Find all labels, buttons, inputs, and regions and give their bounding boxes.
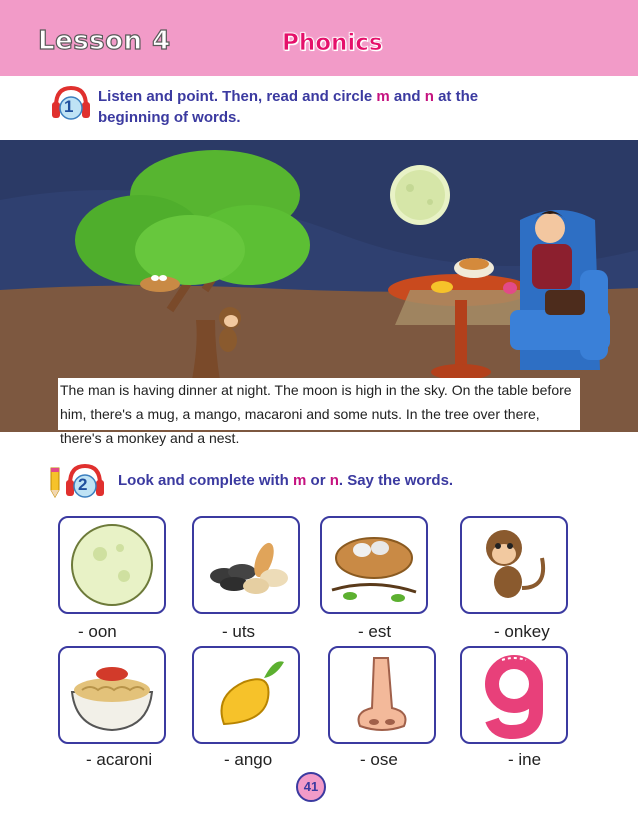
page-number: 41 (296, 772, 326, 802)
card-moon (58, 516, 166, 614)
word-nine: - ine (508, 750, 542, 769)
page-header (0, 0, 638, 76)
exercise-1-number: 1 (64, 97, 74, 116)
card-mango (192, 646, 300, 744)
pencil-icon (46, 466, 64, 498)
exercise-2-instruction: Look and complete with m or n. Say the words. (118, 472, 454, 489)
exercise-2-number: 2 (78, 475, 88, 494)
card-monkey (460, 516, 568, 614)
nest-icon (322, 518, 426, 612)
word-mango: - ango (224, 750, 273, 769)
card-nine (460, 646, 568, 744)
macaroni-icon (60, 648, 164, 742)
exercise-1-instruction: Listen and point. Then, read and circle m and n at the beginning of words. (98, 88, 479, 126)
number-nine-icon (462, 648, 566, 742)
word-nest: - est (358, 622, 392, 641)
story-text: The man is having dinner at night. The moon is high in the sky. On the table before him, there's a mug, a mango, macaroni and some nuts. In the tree over there, there's a monkey and a nest. (60, 382, 572, 446)
monkey-icon (462, 518, 566, 612)
card-nuts (192, 516, 300, 614)
moon-icon (60, 518, 164, 612)
section-title: Phonics (282, 30, 383, 56)
word-macaroni: - acaroni (86, 750, 153, 769)
word-nuts: - uts (222, 622, 256, 641)
card-nose (328, 646, 436, 744)
nose-icon (330, 648, 434, 742)
word-monkey: - onkey (494, 622, 550, 641)
nuts-icon (194, 518, 298, 612)
word-moon: - oon (78, 622, 117, 641)
mango-icon (194, 648, 298, 742)
word-nose: - ose (360, 750, 398, 769)
card-macaroni (58, 646, 166, 744)
lesson-title: Lesson 4 (38, 26, 171, 56)
card-nest (320, 516, 428, 614)
